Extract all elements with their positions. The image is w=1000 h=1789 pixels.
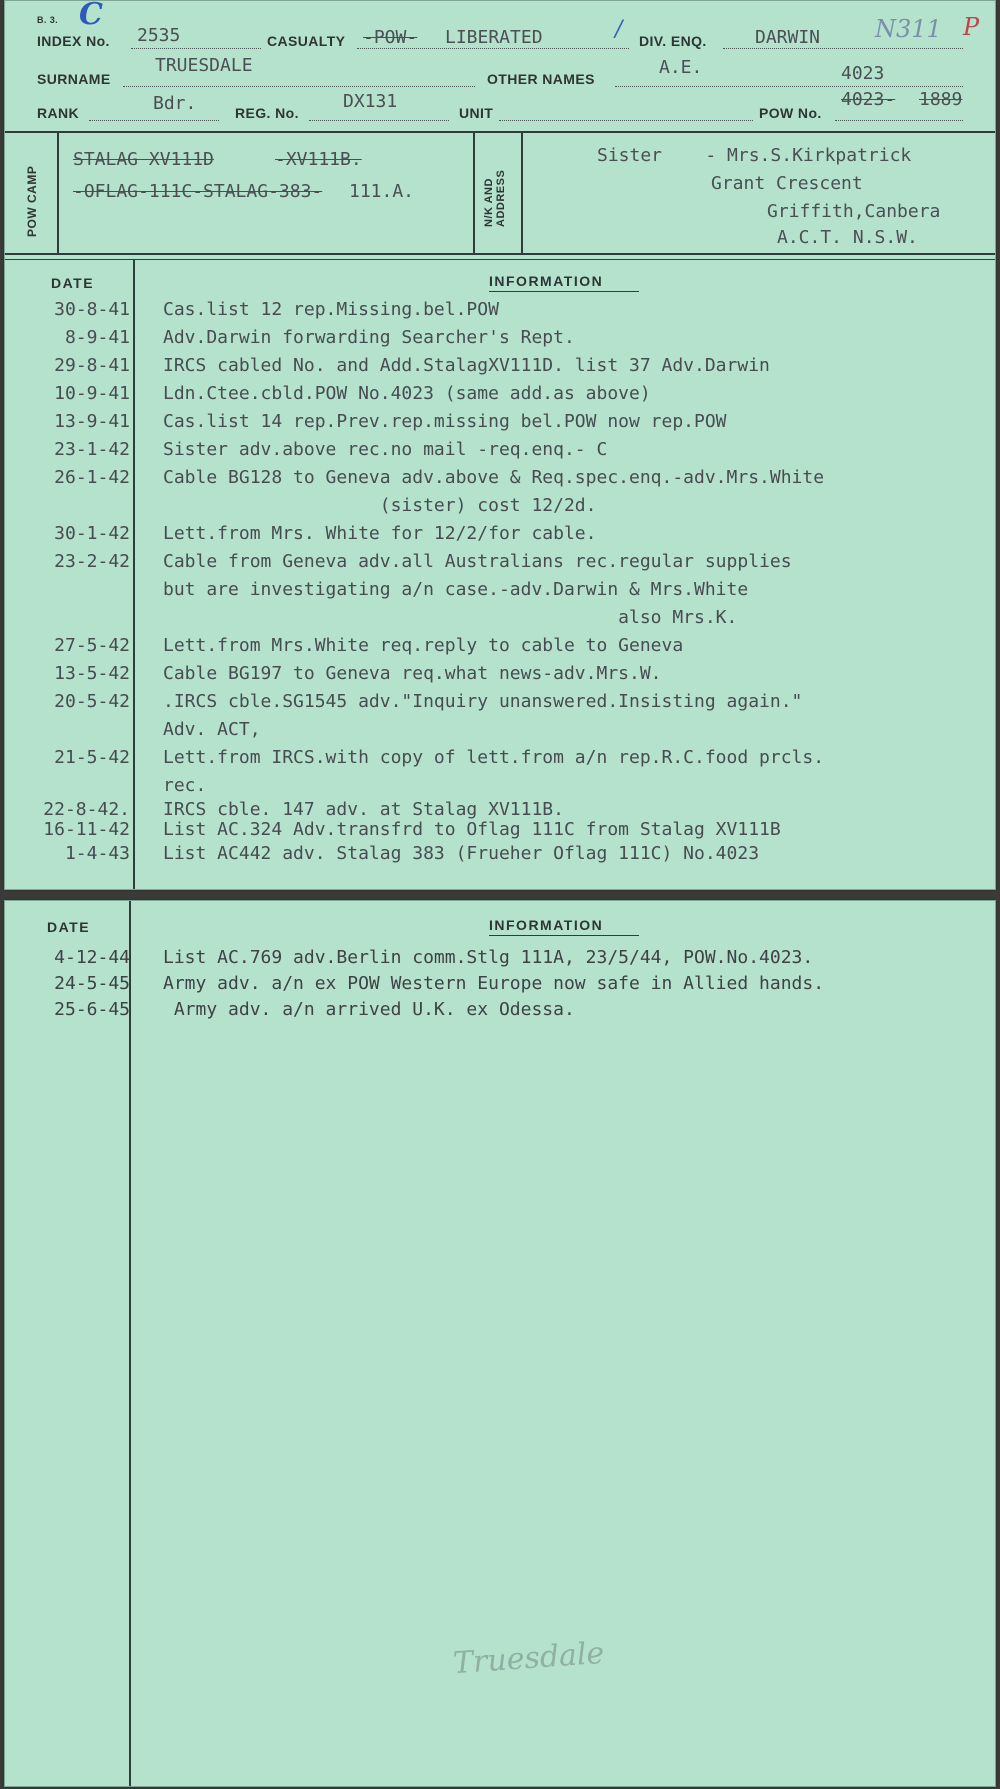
entry-text: (sister) cost 12/2d. xyxy=(163,495,597,516)
entry-row xyxy=(5,843,995,871)
entry-date: 8-9-41 xyxy=(64,327,130,348)
entry-row xyxy=(5,439,995,467)
faint-handwriting: Truesdale xyxy=(451,1635,606,1682)
entry-date: 21-5-42 xyxy=(54,747,130,768)
entry-text: .IRCS cble.SG1545 adv."Inquiry unanswered.Insisting again." xyxy=(163,691,803,712)
surname-label: SURNAME xyxy=(37,71,111,87)
pow-camp-line-1: STALAG XV111D xyxy=(73,149,214,170)
entry-text: IRCS cble. 147 adv. at Stalag XV111B. xyxy=(163,799,564,820)
entry-text: Sister adv.above rec.no mail -req.enq.- C xyxy=(163,439,608,460)
entry-row xyxy=(5,299,995,327)
casualty-value: LIBERATED xyxy=(445,27,543,48)
entry-text: Cas.list 12 rep.Missing.bel.POW xyxy=(163,299,499,320)
entry-text: Lett.from IRCS.with copy of lett.from a/n rep.R.C.food prcls. xyxy=(163,747,825,768)
entry-row xyxy=(5,467,995,495)
nk-line-1: Sister - Mrs.S.Kirkpatrick xyxy=(597,145,912,166)
entry-date: 30-1-42 xyxy=(54,523,130,544)
index-value: 2535 xyxy=(137,25,181,46)
index-label: INDEX No. xyxy=(37,33,110,49)
entry-text: Cable BG197 to Geneva req.what news-adv.Mrs.W. xyxy=(163,663,662,684)
entry-row xyxy=(5,607,995,635)
entry-row xyxy=(5,719,995,747)
entry-date: 4-12-44 xyxy=(54,947,130,968)
entry-text: Adv.Darwin forwarding Searcher's Rept. xyxy=(163,327,575,348)
information-header-back: INFORMATION xyxy=(489,917,604,933)
entry-date: 24-5-45 xyxy=(54,973,130,994)
entry-date: 30-8-41 xyxy=(54,299,130,320)
date-header-back: DATE xyxy=(47,919,91,935)
pow-no-value-top: 4023 xyxy=(841,63,885,84)
entry-text: Ldn.Ctee.cbld.POW No.4023 (same add.as above) xyxy=(163,383,651,404)
entry-date: 20-5-42 xyxy=(54,691,130,712)
entry-text: List AC.324 Adv.transfrd to Oflag 111C from Stalag XV111B xyxy=(163,819,781,840)
entry-text: but are investigating a/n case.-adv.Darwin & Mrs.White xyxy=(163,579,749,600)
pow-no-struck-2: 1889 xyxy=(919,89,963,110)
unit-label: UNIT xyxy=(459,105,494,121)
entry-date: 23-1-42 xyxy=(54,439,130,460)
entry-text: Adv. ACT, xyxy=(163,719,261,740)
entry-date: 13-5-42 xyxy=(54,663,130,684)
other-names-label: OTHER NAMES xyxy=(487,71,595,87)
entry-date: 16-11-42 xyxy=(43,819,130,840)
casualty-label: CASUALTY xyxy=(267,33,346,49)
entry-text: List AC.769 adv.Berlin comm.Stlg 111A, 23/5/44, POW.No.4023. xyxy=(163,947,814,968)
entry-row xyxy=(5,973,995,1001)
entry-row xyxy=(5,691,995,719)
pow-camp-label: POW CAMP xyxy=(25,165,39,237)
casualty-struck: -POW- xyxy=(363,27,418,48)
nk-line-4: A.C.T. N.S.W. xyxy=(777,227,918,248)
entry-row xyxy=(5,495,995,523)
rank-label: RANK xyxy=(37,105,80,121)
pow-camp-line-2: -XV111B. xyxy=(275,149,362,170)
entry-date: 27-5-42 xyxy=(54,635,130,656)
entry-row xyxy=(5,523,995,551)
entry-text: Cable BG128 to Geneva adv.above & Req.spec.enq.-adv.Mrs.White xyxy=(163,467,825,488)
entry-text: List AC442 adv. Stalag 383 (Frueher Oflag 111C) No.4023 xyxy=(163,843,760,864)
entry-date: 10-9-41 xyxy=(54,383,130,404)
pow-no-struck: 4023- xyxy=(841,89,896,110)
entry-row xyxy=(5,747,995,775)
entry-text: IRCS cabled No. and Add.StalagXV111D. list 37 Adv.Darwin xyxy=(163,355,770,376)
entry-date: 13-9-41 xyxy=(54,411,130,432)
entry-text: rec. xyxy=(163,775,207,796)
entry-row xyxy=(5,411,995,439)
record-card-front: B. 3. C INDEX No. 2535 CASUALTY -POW- LIBERATED / DIV. ENQ. DARWIN N311 P SURNAME TRUESDALE OTHER NAMES A.E. RANK Bdr. REG. No. DX131 UNIT POW No. 4023 4023- 1889 POW CAMP N/K AND ADDRESS STALAG XV111D -XV111B. -OFLAG-111C-STALAG-383- 111.A. Sister - Mrs.S.Kirkpatrick Grant Crescent Griffith,Canbera A.C.T. N.S.W. DATE INFORMATION 30-8-41 Cas.list 12 rep.Missing.bel.POW 8-9-41 Adv.Darwin forwarding Searcher's Rept. 29-8-41 IRCS cabled No. and Add.StalagXV111D. list 37 Adv.Darwin 10-9-41 Ldn.Ctee.cbld.POW No.4023 (same add.as above) 13-9-41 Cas.list 14 rep.Prev.rep.missing bel.POW now rep.POW 23-1-42 Sister adv.above rec.no mail -req.enq.- C 26-1-42 Cable BG128 to Geneva adv.above & Req.spec.enq.-adv.Mrs.White (sister) cost 12/2d. 30-1-42 Lett.from Mrs. White for 12/2/for cable. 23-2-42 Cable from Geneva adv.all Australians rec.regular supplies but are investigating a/n case.-adv.Darwin & Mrs.White also Mrs.K. 27-5-42 Lett.from Mrs.White req.reply to cable to Geneva 13-5-42 Cable BG197 to Geneva req.what news-adv.Mrs.W. 20-5-42 .IRCS cble.SG1545 adv."Inquiry unanswered.Insisting again." Adv. ACT, 21-5-42 Lett.from IRCS.with copy of lett.from a/n rep.R.C.food prcls. rec. 22-8-42. IRCS cble. 147 adv. at Stalag XV111B. 16-11-42 List AC.324 Adv.transfrd to Oflag 111C from Stalag XV111B 1-4-43 List AC442 adv. Stalag 383 (Frueher Oflag 111C) No.4023 xyxy=(4,0,996,890)
entry-date: 29-8-41 xyxy=(54,355,130,376)
entry-row xyxy=(5,999,995,1027)
entry-date: 25-6-45 xyxy=(54,999,130,1020)
entry-row xyxy=(5,355,995,383)
entry-text: Army adv. a/n ex POW Western Europe now safe in Allied hands. xyxy=(163,973,825,994)
entry-text: Cas.list 14 rep.Prev.rep.missing bel.POW now rep.POW xyxy=(163,411,727,432)
record-card-back xyxy=(4,900,996,1787)
pow-no-label: POW No. xyxy=(759,105,822,121)
entry-text: Cable from Geneva adv.all Australians rec.regular supplies xyxy=(163,551,792,572)
entry-row xyxy=(5,663,995,691)
entry-row xyxy=(5,327,995,355)
entry-date: 23-2-42 xyxy=(54,551,130,572)
reg-label: REG. No. xyxy=(235,105,299,121)
form-code: B. 3. xyxy=(37,15,59,25)
rank-value: Bdr. xyxy=(153,93,197,114)
nk-line-2: Grant Crescent xyxy=(711,173,863,194)
reg-value: DX131 xyxy=(343,91,398,112)
entry-row xyxy=(5,947,995,975)
index-hand-mark: C xyxy=(79,0,103,32)
pow-camp-line-4: 111.A. xyxy=(349,181,415,202)
entry-row xyxy=(5,579,995,607)
div-hand-note: P xyxy=(963,13,980,41)
pow-camp-line-3: -OFLAG-111C-STALAG-383- xyxy=(73,181,323,202)
nk-line-3: Griffith,Canbera xyxy=(767,201,941,222)
entry-row xyxy=(5,635,995,663)
entry-date: 1-4-43 xyxy=(64,843,130,864)
date-header: DATE xyxy=(51,275,95,291)
entry-text: also Mrs.K. xyxy=(163,607,738,628)
entry-date: 26-1-42 xyxy=(54,467,130,488)
entry-text: Lett.from Mrs.White req.reply to cable to Geneva xyxy=(163,635,684,656)
other-names-value: A.E. xyxy=(659,57,703,78)
div-enq-value: DARWIN xyxy=(755,27,821,48)
entry-text: Lett.from Mrs. White for 12/2/for cable. xyxy=(163,523,597,544)
entry-date: 22-8-42. xyxy=(43,799,130,820)
surname-value: TRUESDALE xyxy=(155,55,253,76)
information-header: INFORMATION xyxy=(489,273,604,289)
nk-address-label: N/K AND ADDRESS xyxy=(483,169,507,227)
entry-row xyxy=(5,551,995,579)
entry-row xyxy=(5,383,995,411)
entry-text: Army adv. a/n arrived U.K. ex Odessa. xyxy=(163,999,575,1020)
div-enq-label: DIV. ENQ. xyxy=(639,33,707,49)
